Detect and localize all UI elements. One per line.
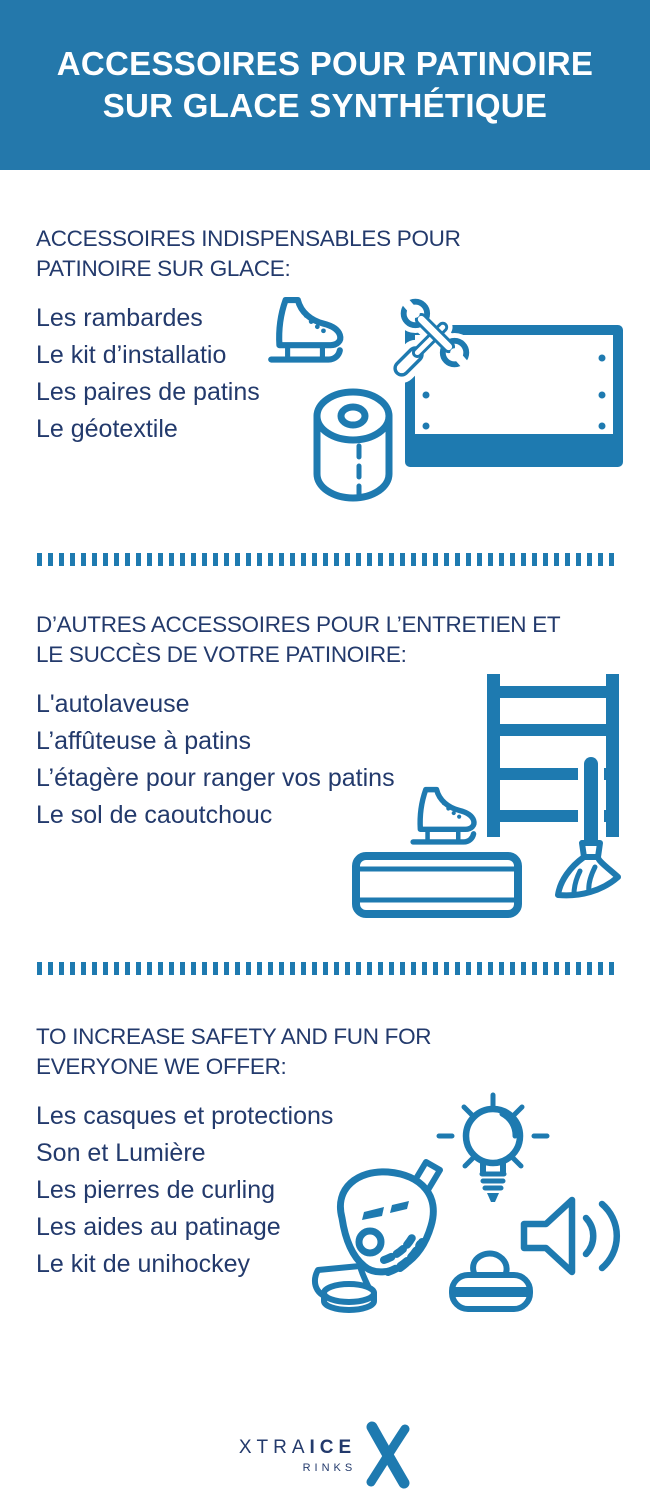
list-item: Les aides au patinage [36, 1213, 281, 1241]
section-heading-safety-fun [36, 1022, 431, 1082]
list-item: Le géotextile [36, 415, 178, 443]
list-item: Les casques et protections [36, 1102, 334, 1130]
list-item: L’affûteuse à patins [36, 727, 251, 755]
section-heading-essential [36, 224, 461, 284]
ice-skate-icon [263, 296, 345, 380]
logo-wordmark [239, 1437, 356, 1474]
list-item: Le sol de caoutchouc [36, 801, 273, 829]
list-item: L'autolaveuse [36, 690, 190, 718]
list-item: Le kit d’installatio [36, 341, 227, 369]
logo-subtext: RINKS [302, 1461, 357, 1474]
skate-on-sharpener-icon [396, 786, 488, 860]
heading-line: EVERYONE WE OFFER: [36, 1054, 287, 1079]
list-item: Les paires de patins [36, 378, 260, 406]
brush-x-icon [365, 1423, 411, 1487]
heading-line: LE SUCCÈS DE VOTRE PATINOIRE: [36, 642, 407, 667]
heading-line: PATINOIRE SUR GLACE: [36, 256, 291, 281]
logo-text [239, 1437, 356, 1459]
geotextile-roll-icon [313, 388, 393, 500]
essential-list [36, 300, 260, 448]
maintenance-list [36, 686, 395, 834]
list-item: Les pierres de curling [36, 1176, 276, 1204]
page-title-line1: ACCESSOIRES POUR PATINOIRE [56, 45, 594, 82]
list-item: Le kit de unihockey [36, 1250, 251, 1278]
heading-line: ACCESSOIRES INDISPENSABLES POUR [36, 226, 461, 251]
safety-fun-list [36, 1098, 333, 1283]
heading-line: TO INCREASE SAFETY AND FUN FOR [36, 1024, 432, 1049]
list-item: L’étagère pour ranger vos patins [36, 764, 395, 792]
logo-text-light: XTRA [238, 1436, 310, 1458]
logo-text-bold: ICE [309, 1436, 357, 1458]
speaker-icon [518, 1190, 626, 1282]
list-item: Son et Lumière [36, 1139, 206, 1167]
page-title-line2: SUR GLACE SYNTHÉTIQUE [102, 87, 548, 124]
section-heading-maintenance [36, 610, 560, 670]
list-item: Les rambardes [36, 304, 203, 332]
xtraice-logo [0, 1420, 650, 1490]
curling-stone-icon [448, 1248, 534, 1314]
heading-line: D’AUTRES ACCESSOIRES POUR L’ENTRETIEN ET [36, 612, 561, 637]
header-banner [0, 0, 650, 170]
dotted-separator [37, 962, 614, 975]
dotted-separator [37, 553, 614, 566]
tools-icon [388, 290, 478, 380]
broom-icon [540, 755, 640, 905]
skate-sharpener-icon [352, 852, 522, 918]
